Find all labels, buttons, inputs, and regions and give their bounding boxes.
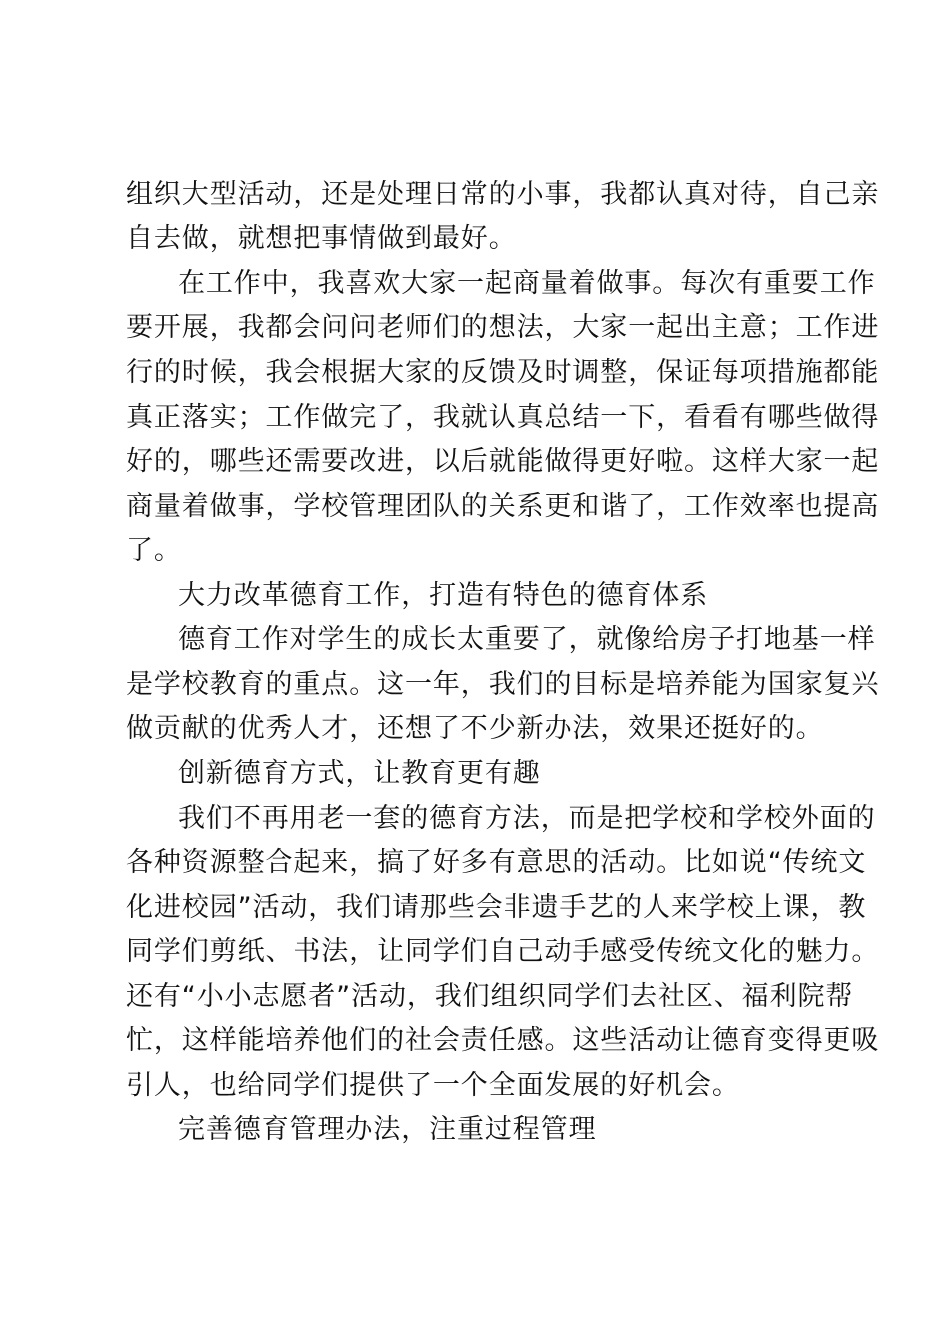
paragraph-line: 是学校教育的重点。这一年，我们的目标是培养能为国家复兴	[126, 669, 880, 700]
subsection-heading: 创新德育方式，让教育更有趣	[178, 758, 541, 789]
paragraph-line: 了。	[126, 535, 182, 566]
paragraph-line: 还有“小小志愿者”活动，我们组织同学们去社区、福利院帮	[126, 981, 854, 1012]
paragraph-line: 好的，哪些还需要改进，以后就能做得更好啦。这样大家一起	[126, 446, 880, 477]
paragraph-line: 要开展，我都会问问老师们的想法，大家一起出主意；工作进	[126, 312, 880, 343]
paragraph-line: 同学们剪纸、书法，让同学们自己动手感受传统文化的魅力。	[126, 936, 880, 967]
paragraph-line: 自去做，就想把事情做到最好。	[126, 223, 517, 254]
paragraph-line: 真正落实；工作做完了，我就认真总结一下，看看有哪些做得	[126, 402, 880, 433]
paragraph-line: 引人，也给同学们提供了一个全面发展的好机会。	[126, 1070, 740, 1101]
paragraph-line: 各种资源整合起来，搞了好多有意思的活动。比如说“传统文	[126, 847, 867, 878]
paragraph-line: 行的时候，我会根据大家的反馈及时调整，保证每项措施都能	[126, 357, 880, 388]
paragraph-line: 我们不再用老一套的德育方法，而是把学校和学校外面的	[178, 803, 876, 834]
paragraph-line: 在工作中，我喜欢大家一起商量着做事。每次有重要工作	[178, 268, 876, 299]
paragraph-line: 德育工作对学生的成长太重要了，就像给房子打地基一样	[178, 624, 876, 655]
paragraph-line: 忙，这样能培养他们的社会责任感。这些活动让德育变得更吸	[126, 1025, 880, 1056]
paragraph-line: 化进校园”活动，我们请那些会非遗手艺的人来学校上课，教	[126, 892, 867, 923]
subsection-heading: 完善德育管理办法，注重过程管理	[178, 1114, 597, 1145]
paragraph-line: 组织大型活动，还是处理日常的小事，我都认真对待，自己亲	[126, 179, 880, 210]
paragraph-line: 商量着做事，学校管理团队的关系更和谐了，工作效率也提高	[126, 491, 880, 522]
paragraph-line: 做贡献的优秀人才，还想了不少新办法，效果还挺好的。	[126, 713, 824, 744]
section-heading: 大力改革德育工作，打造有特色的德育体系	[178, 580, 709, 611]
